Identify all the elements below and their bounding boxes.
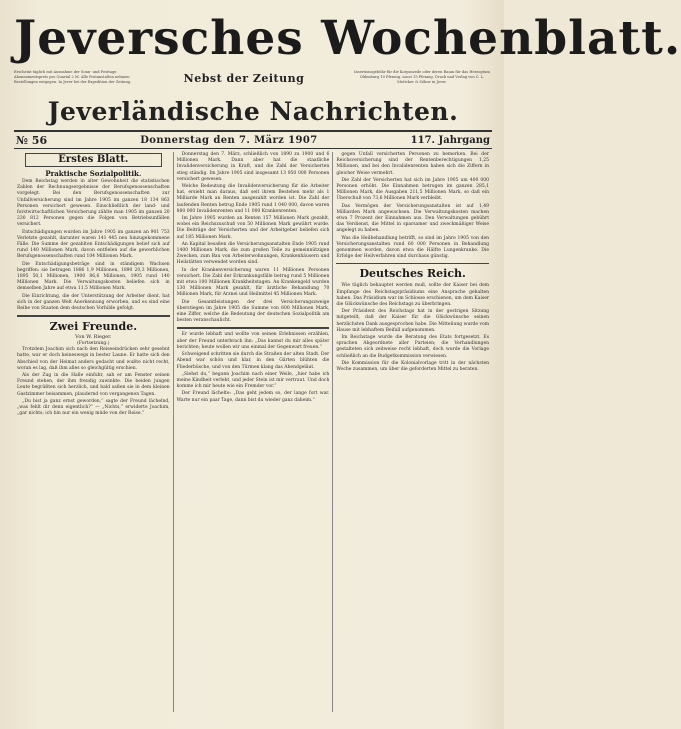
serial-paragraph: „Siehst du,“ begann Joachim nach einer Weile, „hier habe ich meine Kindheit verlebt, und jeder Stein ist mir vertraut. Und doch komme ich mir heute wie ein Fremder vor.“ xyxy=(176,371,330,390)
article-paragraph: Donnerstag den 7. März, schließlich von 1890 zu 1900 und 6 Millionen Mark. Dann aber hat die staatliche Invalidenversicherung in Kraft, und die Zahl der Versicherten stieg ständig. Im Jahre 1905 sind insgesamt 13 950 000 Personen versichert gewesen. xyxy=(176,152,330,182)
dateline xyxy=(14,130,492,149)
issue-year: 117. Jahrgang xyxy=(410,134,490,146)
article-paragraph: Die Zahl der Versicherten hat sich im Jahre 1905 um 400 000 Personen erhöht. Die Einnahmen betrugen im ganzen 285,1 Millionen Mark, die Ausgaben 211,5 Millionen Mark, so daß ein Überschuß von 73,6 Millionen Mark verbleibt. xyxy=(336,177,490,202)
serial-paragraph: Trotzdem Joachim sich nach den Reiseeindrücken sehr gesehnt hatte, war er doch keineswegs in bester Laune. Er hatte sich den Abschied von der Heimat anders gedacht und wußte nicht recht, woran es lag, daß ihm alles so gleichgültig erschien. xyxy=(17,347,170,371)
section-divider xyxy=(177,327,330,329)
article-paragraph: Was die Heilbehandlung betrifft, so sind im Jahre 1905 von den Versicherungsanstalten rund 60 000 Personen in Behandlung genommen worden, davon etwa die Hälfte Lungenkranke. Die Erfolge der Heilverfahren sind durchaus günstig. xyxy=(336,235,490,260)
serial-paragraph: Der Freund lächelte: „Das geht jedem so, der lange fort war. Warte nur ein paar Tage, dann bist du wieder ganz daheim.“ xyxy=(176,391,330,403)
serial-byline: Von W. Rieger. xyxy=(75,334,112,341)
serial-note: (Fortsetzung.) xyxy=(77,341,110,347)
article-paragraph: gegen Unfall versicherten Personen zu bemerken. Bei der Reichsversicherung sind der Rentenberechtigungen 1,25 Millionen, und bei den Invalidenrenten haben sich die Ziffern in gleicher Weise vermehrt. xyxy=(336,152,490,176)
column-3 xyxy=(332,152,492,712)
section-divider xyxy=(17,315,170,317)
nebst-label: Nebst der Zeitung xyxy=(183,72,305,85)
section-divider xyxy=(336,263,489,264)
section-heading: Deutsches Reich. xyxy=(359,267,466,281)
serial-paragraph: Er wurde lebhaft und wollte von seinen Erlebnissen erzählen, aber der Freund unterbrach ihn: „Das kannst du mir alles später berichten; heute wollen wir uns einmal der Gegenwart freuen.“ xyxy=(176,332,330,350)
article-paragraph: Die Gesamtleistungen der drei Versicherungszweige überstiegen im Jahre 1905 die Summe von 600 Millionen Mark, eine Ziffer, welche die Bedeutung der deutschen Sozialpolitik am besten veranschaulicht. xyxy=(176,299,330,324)
article-paragraph: Im Jahre 1905 wurden an Renten 157 Millionen Mark gezahlt, wobei ein Reichszuschuß von 50 Millionen Mark gewährt wurde. Die Beiträge der Versicherten und der Arbeitgeber beliefen sich auf 185 Millionen Mark. xyxy=(176,216,330,240)
serial-title: Zwei Freunde. xyxy=(49,320,138,334)
article-paragraph: In der Krankenversicherung waren 11 Millionen Personen versichert. Die Zahl der Erkrankungsfälle betrug rund 5 Millionen mit etwa 100 Millionen Krankheitstagen. An Krankengeld wurden 130 Millionen Mark gezahlt, für ärztliche Behandlung 70 Millionen Mark, für Arznei und Heilmittel 45 Millionen Mark. xyxy=(176,267,330,298)
news-paragraph: Die Kommission für die Kolonialvorlage tritt in der nächsten Woche zusammen, um über die geforderten Mittel zu beraten. xyxy=(336,360,490,373)
serial-paragraph: Schweigend schritten sie durch die Straßen der alten Stadt. Der Abend war schön und klar, in den Gärten blühten die Fliederbüsche, und von den Türmen klang das Abendgeläut. xyxy=(176,352,330,370)
article-columns xyxy=(14,152,492,712)
left-notice: Erscheint täglich mit Ausnahme der Sonn- und Festtage. Abonnementspreis pro Quartal 2 M. Alle Postanstalten nehmen Bestellungen entgegen. In Jever bei der Expedition der Zeitung. xyxy=(14,70,132,84)
article-paragraph: Die Entschädigungsbeträge sind in ständigem Wachsen begriffen: sie betrugen 1886 1,9 Millionen, 1890 20,3 Millionen, 1895 50,1 Millionen, 1900 86,6 Millionen, 1905 rund 140 Millionen Mark. Die Verwaltungskosten beliefen sich in demselben Jahre auf etwa 11,5 Millionen Mark. xyxy=(17,261,170,292)
article-paragraph: Entschädigungen wurden im Jahre 1905 im ganzen an 901 753 Verletzte gezahlt, darunter waren 141 445 neu hinzugekommene Fälle. Die Summe der gezahlten Entschädigungen belief sich auf rund 140 Millionen Mark, davon entfielen auf die gewerblichen Berufsgenossenschaften rund 104 Millionen Mark. xyxy=(17,229,170,260)
masthead-subtitle: Jeverländische Nachrichten. xyxy=(47,97,459,126)
article-paragraph: Welche Bedeutung die Invalidenversicherung für die Arbeiter hat, ersieht man daraus, daß seit ihrem Bestehen mehr als 1 Milliarde Mark an Renten ausgezahlt worden ist. Die Zahl der laufenden Renten betrug Ende 1905 rund 1 040 000, davon waren 880 000 Invalidenrenten und 11 000 Krankenrenten. xyxy=(176,184,330,214)
serial-paragraph: „Du bist ja ganz ernst geworden,“ sagte der Freund lächelnd, „was fehlt dir denn eigentlich?“ — „Nichts,“ erwiderte Joachim, „gar nichts; ich bin nur ein wenig müde von der Reise.“ xyxy=(17,398,170,417)
article-paragraph: Die Einrichtung, die der Unterstützung der Arbeiter dient, hat sich in der ganzen Welt Anerkennung erworben, und es sind eine Reihe von Staaten dem deutschen Vorbilde gefolgt. xyxy=(17,293,170,312)
masthead-title: Jeversches Wochenblatt. xyxy=(14,11,681,66)
section-label: Erstes Blatt. xyxy=(25,153,162,167)
news-paragraph: Wie täglich behauptet werden muß, sollte der Kaiser bei dem Empfange des Reichstagspräsidiums eine Ansprache gehalten haben. Das Präsidium war im Schlosse erschienen, um dem Kaiser die Glückwünsche des Reichstags zu überbringen. xyxy=(336,283,490,308)
right-notice: Insertionsgebühr für die Korpuszeile oder deren Raum für das Herzogtum Oldenburg 10 Pfennig, sonst 15 Pfennig. Druck und Verlag von C. L. Mettcker & Söhne in Jever. xyxy=(354,70,490,84)
serial-paragraph: Als der Zug in die Halle einfuhr, sah er am Fenster seinen Freund stehen, der ihm freudig zuwinkte. Die beiden jungen Leute begrüßten sich herzlich, und bald saßen sie in dem kleinen Gastzimmer beisammen, plaudernd von vergangenen Tagen. xyxy=(17,373,170,397)
issue-number: № 56 xyxy=(16,133,48,147)
column-1 xyxy=(14,152,173,712)
issue-date: Donnerstag den 7. März 1907 xyxy=(140,134,318,146)
article-paragraph: Das Vermögen der Versicherungsanstalten ist auf 1,49 Milliarden Mark angewachsen. Die Verwaltungskosten machen etwa 7 Prozent der Einnahmen aus. Den Verwaltungen gebührt das Verdienst, die Mittel in sparsamer und zweckmäßiger Weise angelegt zu haben. xyxy=(336,203,490,234)
news-paragraph: Der Präsident des Reichstags hat in der gestrigen Sitzung mitgeteilt, daß der Kaiser für die Glückwünsche seinen herzlichsten Dank ausgesprochen habe. Die Mitteilung wurde vom Hause mit lebhaftem Beifall aufgenommen. xyxy=(336,309,490,333)
article-headline: Praktische Sozialpolitik. xyxy=(45,169,142,178)
column-2 xyxy=(173,152,333,712)
news-paragraph: Im Reichstage wurde die Beratung des Etats fortgesetzt. Es sprachen Abgeordnete aller Parteien; die Verhandlungen gestalteten sich zeitweise recht lebhaft, doch wurde die Vorlage schließlich an die Budgetkommission verwiesen. xyxy=(336,335,490,359)
article-paragraph: An Kapital besaßen die Versicherungsanstalten Ende 1905 rund 1400 Millionen Mark, die zum großen Teile zu gemeinnützigen Zwecken, zum Bau von Arbeiterwohnungen, Krankenhäusern und Heilstätten verwendet worden sind. xyxy=(176,241,330,266)
article-paragraph: Dem Reichstag werden in alter Gewohnheit die statistischen Zahlen der Rechnungsergebnisse der Berufsgenossenschaften vorgelegt. Bei den Berufsgenossenschaften zur Unfallversicherung sind im Jahre 1905 im ganzen 18 134 863 Personen versichert gewesen. Einschließlich der land- und forstwirtschaftlichen Versicherung zählte man 1905 im ganzen 20 230 812 Personen gegen die Folgen von Betriebsunfällen versichert. xyxy=(17,179,170,228)
